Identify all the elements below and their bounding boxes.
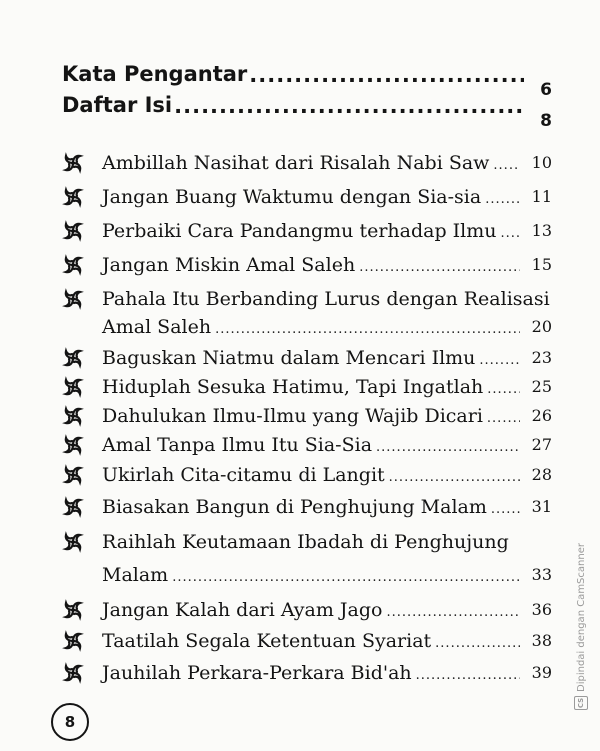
pinwheel-bullet-icon xyxy=(62,220,84,242)
toc-entry-title: Jauhilah Perkara-Perkara Bid'ah xyxy=(102,662,412,684)
toc-entry xyxy=(62,562,552,588)
pinwheel-bullet-icon xyxy=(62,630,84,652)
toc-entry xyxy=(62,374,552,400)
toc-entry-title: Biasakan Bangun di Penghujung Malam xyxy=(102,496,487,518)
toc-entry xyxy=(62,286,552,312)
toc-entry-page: 39 xyxy=(531,663,552,682)
toc-entry xyxy=(62,628,552,654)
toc-entry xyxy=(62,218,552,244)
dot-leader xyxy=(249,65,524,86)
toc-entry-title: Taatilah Segala Ketentuan Syariat xyxy=(102,630,432,652)
dot-leader xyxy=(359,261,520,274)
toc-entry-page: 31 xyxy=(531,497,552,516)
toc-entry-page: 28 xyxy=(531,465,552,484)
pinwheel-bullet-icon xyxy=(62,254,84,276)
toc-entry-page: 23 xyxy=(531,348,552,367)
toc-entry-title: Jangan Buang Waktumu dengan Sia-sia xyxy=(102,186,482,208)
heading-title: Kata Pengantar xyxy=(62,62,248,86)
toc-entry xyxy=(62,494,552,520)
toc-entry-page: 38 xyxy=(531,631,552,650)
toc-entry-page: 33 xyxy=(531,565,552,584)
toc-entry-page: 25 xyxy=(531,377,552,396)
dot-leader xyxy=(376,441,520,454)
toc-heading-kata-pengantar xyxy=(62,62,552,100)
toc-entry-title: Pahala Itu Berbanding Lurus dengan Realisasi xyxy=(102,288,550,310)
pinwheel-bullet-icon xyxy=(62,531,84,553)
toc-entry-page: 26 xyxy=(531,406,552,425)
pinwheel-bullet-icon xyxy=(62,376,84,398)
toc-entry-title: Raihlah Keutamaan Ibadah di Penghujung xyxy=(102,531,509,553)
dot-leader xyxy=(487,383,520,396)
toc-entry-title: Malam xyxy=(102,564,169,586)
dot-leader xyxy=(416,669,520,682)
dot-leader xyxy=(493,159,520,172)
toc-entry-page: 20 xyxy=(531,317,552,336)
pinwheel-bullet-icon xyxy=(62,288,84,310)
toc-entry-title: Ambillah Nasihat dari Risalah Nabi Saw xyxy=(102,152,490,174)
toc-entry-page: 27 xyxy=(531,435,552,454)
toc-entry xyxy=(62,150,552,176)
heading-page: 6 xyxy=(540,80,552,100)
dot-leader xyxy=(501,227,520,240)
pinwheel-bullet-icon xyxy=(62,599,84,621)
pinwheel-bullet-icon xyxy=(62,434,84,456)
pinwheel-bullet-icon xyxy=(62,496,84,518)
page-number: 8 xyxy=(64,713,76,731)
pinwheel-bullet-icon xyxy=(62,662,84,684)
watermark-text: Dipindai dengan CamScanner xyxy=(575,543,587,692)
toc-entry xyxy=(62,660,552,686)
dot-leader xyxy=(172,571,520,584)
pinwheel-bullet-icon xyxy=(62,464,84,486)
toc-entry xyxy=(62,314,552,340)
scanner-watermark xyxy=(574,543,588,710)
toc-entry-page: 36 xyxy=(531,600,552,619)
toc-entry xyxy=(62,432,552,458)
page-number-badge xyxy=(51,703,89,741)
pinwheel-bullet-icon xyxy=(62,405,84,427)
toc-entry-title: Ukirlah Cita-citamu di Langit xyxy=(102,464,385,486)
pinwheel-bullet-icon xyxy=(62,152,84,174)
toc-entry xyxy=(62,252,552,278)
dot-leader xyxy=(386,606,520,619)
pinwheel-bullet-icon xyxy=(62,186,84,208)
dot-leader xyxy=(485,193,520,206)
toc-entry-title: Perbaiki Cara Pandangmu terhadap Ilmu xyxy=(102,220,497,242)
toc-entry-title: Jangan Kalah dari Ayam Jago xyxy=(102,599,383,621)
heading-page: 8 xyxy=(540,111,552,131)
toc-entry xyxy=(62,462,552,488)
toc-entry xyxy=(62,529,552,555)
dot-leader xyxy=(479,354,520,367)
toc-entry-page: 11 xyxy=(531,187,552,206)
toc-entry-title: Baguskan Niatmu dalam Mencari Ilmu xyxy=(102,347,476,369)
dot-leader xyxy=(389,471,520,484)
heading-title: Daftar Isi xyxy=(62,93,173,117)
toc-entry-title: Amal Saleh xyxy=(102,316,212,338)
dot-leader xyxy=(487,412,520,425)
toc-entry-title: Jangan Miskin Amal Saleh xyxy=(102,254,356,276)
pinwheel-bullet-icon xyxy=(62,347,84,369)
toc-entry-title: Hiduplah Sesuka Hatimu, Tapi Ingatlah xyxy=(102,376,484,398)
toc-entry-title: Amal Tanpa Ilmu Itu Sia-Sia xyxy=(102,434,373,456)
camscanner-logo-icon: CS xyxy=(574,696,588,710)
toc-entry-page: 13 xyxy=(531,221,552,240)
toc-entry-title: Dahulukan Ilmu-Ilmu yang Wajib Dicari xyxy=(102,405,483,427)
toc-entry xyxy=(62,345,552,371)
toc-heading-daftar-isi xyxy=(62,93,552,131)
dot-leader xyxy=(435,637,520,650)
dot-leader xyxy=(491,503,520,516)
dot-leader xyxy=(215,323,520,336)
toc-entry xyxy=(62,184,552,210)
toc-entry-page: 15 xyxy=(531,255,552,274)
toc-entry-page: 10 xyxy=(531,153,552,172)
toc-entry xyxy=(62,597,552,623)
toc-entry xyxy=(62,403,552,429)
dot-leader xyxy=(174,96,524,117)
